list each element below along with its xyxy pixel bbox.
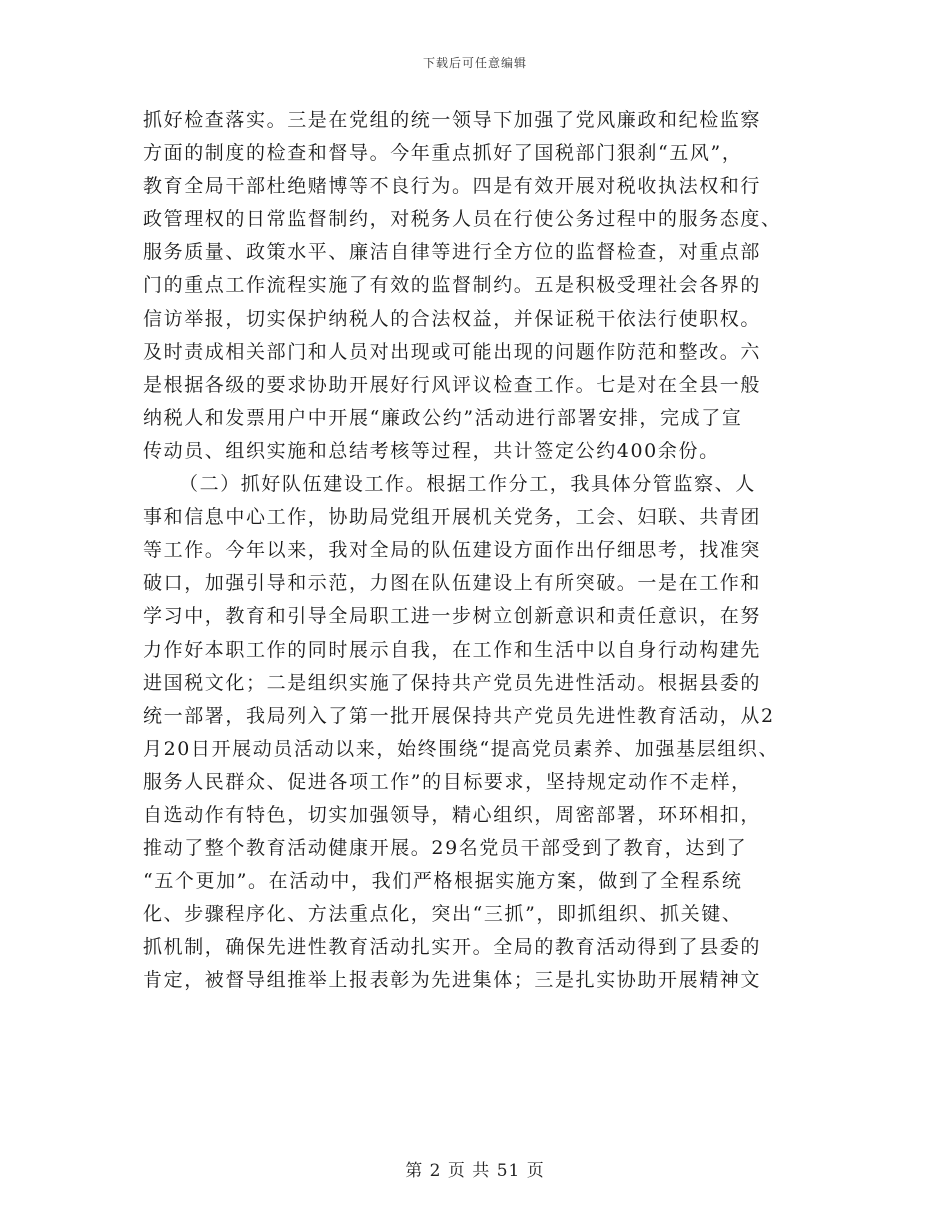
text-line: “五个更加”。在活动中，我们严格根据实施方案，做到了全程系统: [143, 870, 743, 893]
text-line: 事和信息中心工作，协助局党组开展机关党务，工会、妇联、共青团: [143, 506, 762, 529]
text-line: 政管理权的日常监督制约，对税务人员在行使公务过程中的服务态度、: [143, 208, 782, 231]
text-line: 服务人民群众、促进各项工作”的目标要求，坚持规定动作不走样，: [143, 770, 752, 793]
text-line: 等工作。今年以来，我对全局的队伍建设方面作出仔细思考，找准突: [143, 539, 762, 562]
text-line: 月20日开展动员活动以来，始终围绕“提高党员素养、加强基层组织、: [143, 737, 780, 760]
text-line: 破口，加强引导和示范，力图在队伍建设上有所突破。一是在工作和: [143, 572, 762, 595]
text-line: 抓好检查落实。三是在党组的统一领导下加强了党风廉政和纪检监察: [143, 109, 762, 131]
text-line: 信访举报，切实保护纳税人的合法权益，并保证税干依法行使职权。: [143, 307, 762, 330]
text-line: 是根据各级的要求协助开展好行风评议检查工作。七是对在全县一般: [143, 373, 762, 396]
text-line: 学习中，教育和引导全局职工进一步树立创新意识和责任意识，在努: [143, 605, 762, 628]
text-line: 传动员、组织实施和总结考核等过程，共计签定公约400余份。: [143, 439, 720, 462]
text-line: 统一部署，我局列入了第一批开展保持共产党员先进性教育活动，从2: [143, 704, 775, 727]
text-line: 方面的制度的检查和督导。今年重点抓好了国税部门狠刹“五风”，: [143, 142, 743, 165]
text-line: 抓机制，确保先进性教育活动扎实开。全局的教育活动得到了县委的: [143, 936, 762, 959]
text-line: 教育全局干部杜绝赌博等不良行为。四是有效开展对税收执法权和行: [143, 175, 762, 198]
text-line: 肯定，被督导组推举上报表彰为先进集体；三是扎实协助开展精神文: [143, 969, 762, 992]
text-line: 及时责成相关部门和人员对出现或可能出现的问题作防范和整改。六: [143, 340, 762, 363]
text-line: 门的重点工作流程实施了有效的监督制约。五是积极受理社会各界的: [143, 274, 762, 297]
text-line: 服务质量、政策水平、廉洁自律等进行全方位的监督检查，对重点部: [143, 241, 762, 264]
document-body: [143, 104, 803, 998]
text-line: 自选动作有特色，切实加强领导，精心组织，周密部署，环环相扣，: [143, 803, 762, 826]
page-number-footer: 第 2 页 共 51 页: [405, 1161, 545, 1181]
text-line: 力作好本职工作的同时展示自我，在工作和生活中以自身行动构建先: [143, 638, 762, 661]
page-header-note: 下载后可任意编辑: [422, 56, 527, 70]
text-line: 化、步骤程序化、方法重点化，突出“三抓”，即抓组织、抓关键、: [143, 903, 743, 926]
text-line: 推动了整个教育活动健康开展。29名党员干部受到了教育，达到了: [143, 837, 748, 860]
section-heading-line: （二）抓好队伍建设工作。根据工作分工，我具体分管监察、人: [179, 473, 756, 496]
text-line: 进国税文化；二是组织实施了保持共产党员先进性活动。根据县委的: [143, 671, 762, 694]
text-line: 纳税人和发票用户中开展“廉政公约”活动进行部署安排，完成了宣: [143, 406, 743, 429]
